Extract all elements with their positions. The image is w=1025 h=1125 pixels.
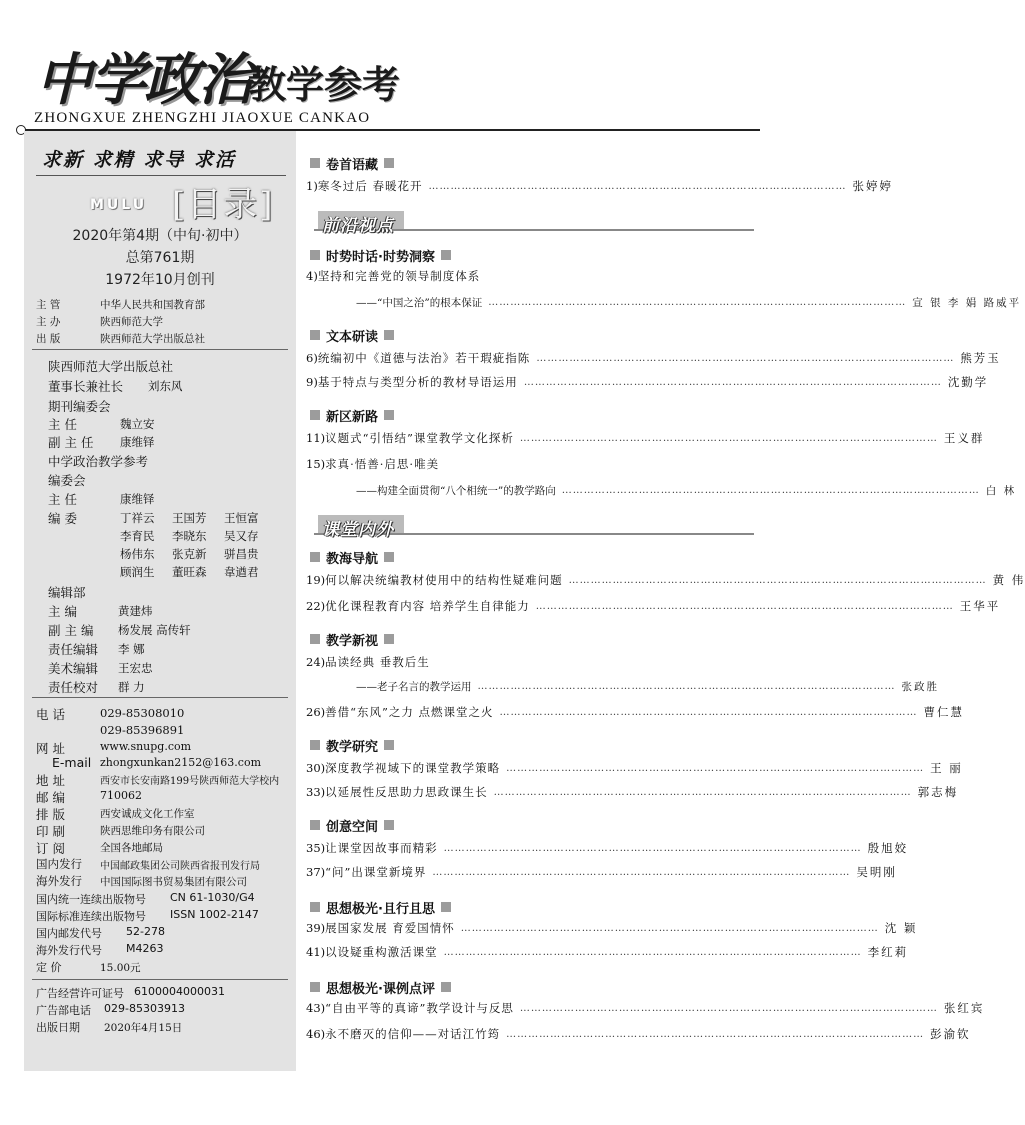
- article-title: 坚持和完善党的领导制度体系: [317, 269, 481, 283]
- toc-entry[interactable]: [306, 943, 909, 961]
- contact-value: 西安诚成文化工作室: [100, 808, 195, 820]
- article-title: 品读经典 垂教后生: [325, 655, 430, 669]
- divider: [32, 349, 288, 350]
- toc-entry[interactable]: [306, 349, 1001, 367]
- section-header: [310, 979, 451, 995]
- ad-label: 出版日期: [36, 1021, 80, 1034]
- square-icon: [441, 902, 451, 912]
- sponsor-value: 陕西师范大学: [100, 316, 163, 328]
- editorial-label: 副 主 编: [48, 623, 94, 638]
- toc-entry[interactable]: [306, 653, 746, 671]
- square-icon: [310, 250, 320, 260]
- toc-entry[interactable]: [306, 839, 909, 857]
- chairman-value: 刘东风: [148, 379, 183, 393]
- divider: [32, 697, 288, 698]
- page-number: 1): [306, 179, 318, 193]
- article-title: 基于特点与类型分析的教材导语运用: [317, 375, 518, 389]
- toc-entry[interactable]: [306, 1025, 971, 1043]
- article-author: 张婷婷: [852, 179, 893, 193]
- sponsor-label: 主 管: [36, 299, 61, 311]
- page-number: 30): [306, 761, 326, 775]
- code-value: M4263: [126, 942, 164, 955]
- article-title: 善借“东风”之力 点燃课堂之火: [325, 705, 494, 719]
- square-icon: [384, 634, 394, 644]
- contact-label: 海外发行: [36, 874, 82, 888]
- article-title: 优化课程教育内容 培养学生自律能力: [325, 599, 530, 613]
- leader-dots: ……………………………………………………………………………………………………: [499, 706, 918, 718]
- article-title: 让课堂因故事而精彩: [325, 841, 438, 855]
- code-value: ISSN 1002-2147: [170, 908, 259, 921]
- article-author: 王 丽: [930, 761, 963, 775]
- article-author: 吴明刚: [856, 865, 897, 879]
- mulu-cn: [目录]: [172, 185, 275, 225]
- founded-date: 1972年10月创刊: [105, 272, 215, 288]
- toc-entry[interactable]: [306, 999, 985, 1017]
- board-member: 骈昌贵: [224, 547, 259, 561]
- section-header: [310, 549, 394, 565]
- square-icon: [441, 982, 451, 992]
- square-icon: [310, 902, 320, 912]
- article-title: 展国家发展 育爱国情怀: [325, 921, 455, 935]
- editorial-title: 编辑部: [48, 585, 86, 600]
- committee-label: 主 任: [48, 417, 77, 432]
- code-label: 国内邮发代号: [36, 927, 102, 940]
- code-label: 海外发行代号: [36, 944, 102, 957]
- sponsor-value: 陕西师范大学出版总社: [100, 333, 205, 345]
- article-author: 王华平: [959, 599, 1001, 613]
- toc-entry[interactable]: [306, 177, 893, 195]
- toc-entry[interactable]: [306, 759, 963, 777]
- section-title: 卷首语藏: [326, 157, 379, 173]
- divider: [32, 979, 288, 980]
- toc-entry[interactable]: [306, 597, 1001, 615]
- toc-subtitle[interactable]: [356, 293, 1022, 311]
- section-title: 思想极光·课例点评: [326, 981, 435, 997]
- article-subtitle: ——“中国之治”的根本保证: [356, 296, 483, 309]
- section-title: 教学新视: [326, 633, 379, 649]
- leader-dots: ……………………………………………………………………………………………………: [443, 842, 862, 854]
- square-icon: [310, 820, 320, 830]
- square-icon: [310, 330, 320, 340]
- board-member: 李晓东: [172, 529, 207, 543]
- contact-value: 全国各地邮局: [100, 842, 163, 854]
- section-title: 新区新路: [326, 409, 379, 425]
- banner-title: 前沿视点: [322, 216, 394, 236]
- toc-entry[interactable]: [306, 429, 985, 447]
- editorial-value: 黄建炜: [118, 604, 153, 618]
- section-title: 创意空间: [326, 819, 379, 835]
- article-title: 何以解决统编教材使用中的结构性疑难问题: [325, 573, 563, 587]
- board-member: 丁祥云: [120, 511, 155, 525]
- square-icon: [310, 740, 320, 750]
- leader-dots: ……………………………………………………………………………………………………: [506, 762, 925, 774]
- article-title: “问”出课堂新境界: [325, 865, 427, 879]
- toc-entry[interactable]: [306, 703, 965, 721]
- article-title: “自由平等的真谛”教学设计与反思: [325, 1001, 514, 1015]
- article-subtitle: ——构建全面贯彻“八个相统一”的教学路向: [356, 484, 556, 497]
- article-title: 以设疑重构激活课堂: [325, 945, 438, 959]
- leader-dots: ……………………………………………………………………………………………………: [523, 376, 942, 388]
- page-number: 4): [306, 269, 318, 283]
- contact-value: 陕西思维印务有限公司: [100, 825, 205, 837]
- square-icon: [310, 410, 320, 420]
- contact-value: 710062: [100, 789, 142, 802]
- page-number: 26): [306, 705, 326, 719]
- page-number: 46): [306, 1027, 326, 1041]
- article-title: 议题式“引悟结”课堂教学文化探析: [325, 431, 514, 445]
- chairman-label: 董事长兼社长: [48, 379, 124, 394]
- issue-number: 2020年第4期（中旬·初中）: [72, 228, 248, 244]
- leader-dots: ……………………………………………………………………………………………………: [493, 786, 912, 798]
- square-icon: [384, 740, 394, 750]
- toc-entry[interactable]: [306, 783, 959, 801]
- leader-dots: ……………………………………………………………………………………………………: [432, 866, 851, 878]
- slogan: 求新 求精 求导 求活: [42, 149, 236, 171]
- article-author: 张政胜: [901, 680, 939, 693]
- page-number: 39): [306, 921, 326, 935]
- contact-value: zhongxunkan2152@163.com: [100, 756, 262, 769]
- section-header: [310, 407, 394, 423]
- leader-dots: ……………………………………………………………………………………………………: [488, 296, 907, 308]
- contact-value: 西安市长安南路199号陕西师范大学校内: [100, 776, 280, 787]
- section-header: [310, 817, 394, 833]
- page-number: 15): [306, 457, 326, 471]
- toc-entry[interactable]: [306, 571, 1025, 589]
- contact-label: E-mail: [52, 755, 92, 770]
- logo-title-en: ZHONGXUE ZHENGZHI JIAOXUE CANKAO: [34, 110, 371, 126]
- leader-dots: ……………………………………………………………………………………………………: [568, 574, 987, 586]
- section-title: 思想极光·且行且思: [326, 901, 435, 917]
- masthead: [22, 18, 762, 130]
- page-number: 9): [306, 375, 318, 389]
- toc-entry[interactable]: [306, 455, 746, 473]
- board-member: 王国芳: [172, 511, 207, 525]
- section-header: [310, 327, 394, 343]
- committee-label: 副 主 任: [48, 435, 94, 450]
- contact-label: 印 刷: [36, 824, 65, 839]
- square-icon: [384, 820, 394, 830]
- publisher: 陕西师范大学出版总社: [48, 359, 174, 374]
- editorial-value: 群 力: [118, 680, 145, 694]
- article-title: 深度教学视域下的课堂教学策略: [325, 761, 501, 775]
- board-members-label: 编 委: [48, 511, 77, 526]
- board-member: 顾润生: [120, 565, 155, 579]
- ad-value: 6100004000031: [134, 985, 225, 998]
- toc-entry[interactable]: [306, 863, 897, 881]
- contact-label: 国内发行: [36, 857, 82, 871]
- leader-dots: ……………………………………………………………………………………………………: [561, 484, 980, 496]
- editorial-label: 美术编辑: [48, 661, 99, 676]
- board-member: 董旺森: [172, 565, 207, 579]
- journal-name: 中学政治教学参考: [48, 454, 149, 469]
- square-icon: [384, 410, 394, 420]
- article-title: 统编初中《道德与法治》若干瑕疵指陈: [317, 351, 531, 365]
- leader-dots: ……………………………………………………………………………………………………: [506, 1028, 925, 1040]
- section-header: [310, 899, 451, 915]
- square-icon: [310, 158, 320, 168]
- article-title: 以延展性反思助力思政课生长: [325, 785, 488, 799]
- board-member: 王恒富: [224, 511, 259, 525]
- page-number: 19): [306, 573, 326, 587]
- contact-value: www.snupg.com: [100, 740, 192, 753]
- article-author: 沈 颖: [884, 921, 918, 935]
- article-title: 求真·悟善·启思·唯美: [325, 457, 440, 471]
- leader-dots: ……………………………………………………………………………………………………: [535, 600, 954, 612]
- leader-dots: ……………………………………………………………………………………………………: [460, 922, 879, 934]
- square-icon: [441, 250, 451, 260]
- toc-subtitle[interactable]: [356, 677, 939, 695]
- article-author: 宣 银 李 娟 路威平: [912, 296, 1022, 309]
- ad-value: 2020年4月15日: [104, 1022, 183, 1034]
- contact-label: 地 址: [36, 773, 65, 788]
- logo-title-cn: 中学政治: [36, 47, 252, 113]
- square-icon: [384, 158, 394, 168]
- contact-value: 029-85308010: [100, 706, 185, 720]
- committee-value: 魏立安: [120, 417, 155, 431]
- article-title: 永不磨灭的信仰——对话江竹筠: [325, 1027, 501, 1041]
- editorial-label: 责任校对: [48, 680, 99, 695]
- code-label: 定 价: [36, 961, 62, 974]
- editorial-label: 主 编: [48, 604, 77, 619]
- leader-dots: ……………………………………………………………………………………………………: [428, 180, 847, 192]
- toc-subtitle[interactable]: [356, 481, 1017, 499]
- square-icon: [384, 552, 394, 562]
- article-author: 王义群: [943, 431, 985, 445]
- page-number: 41): [306, 945, 326, 959]
- page-number: 43): [306, 1001, 326, 1015]
- editorial-label: 责任编辑: [48, 642, 99, 657]
- committee-value: 康维铎: [120, 435, 155, 449]
- leader-dots: ……………………………………………………………………………………………………: [519, 432, 938, 444]
- table-of-contents: [296, 131, 1025, 1071]
- square-icon: [310, 552, 320, 562]
- board-member: 杨伟东: [120, 547, 155, 561]
- code-value: 15.00元: [100, 962, 141, 974]
- contact-value: 中国邮政集团公司陕西省报刊发行局: [100, 861, 260, 872]
- page-number: 11): [306, 431, 326, 445]
- square-icon: [310, 634, 320, 644]
- section-title: 教海导航: [326, 551, 379, 567]
- column-banner: [314, 515, 754, 540]
- divider: [36, 175, 286, 176]
- sponsor-value: 中华人民共和国教育部: [100, 299, 205, 311]
- column-banner: [314, 211, 754, 236]
- square-icon: [384, 330, 394, 340]
- leader-dots: ……………………………………………………………………………………………………: [536, 352, 955, 364]
- article-title: 寒冬过后 春暖花开: [317, 179, 423, 193]
- total-issue: 总第761期: [125, 250, 195, 266]
- article-author: 白 林: [985, 484, 1017, 497]
- page-number: 6): [306, 351, 318, 365]
- article-author: 沈勤学: [947, 375, 989, 389]
- contact-value: 中国国际图书贸易集团有限公司: [100, 876, 247, 888]
- code-label: 国内统一连续出版物号: [36, 893, 146, 906]
- sidebar-info: [24, 131, 296, 1071]
- board-head-value: 康维铎: [120, 492, 155, 506]
- square-icon: [310, 982, 320, 992]
- article-subtitle: ——老子名言的教学运用: [356, 680, 472, 693]
- editorial-value: 王宏忠: [118, 661, 153, 675]
- section-header: [310, 247, 451, 263]
- article-author: 彭渝钦: [930, 1027, 971, 1041]
- board-member: 吴又存: [224, 529, 259, 543]
- ad-label: 广告部电话: [36, 1004, 91, 1017]
- board-member: 李育民: [120, 529, 155, 543]
- article-author: 曹仁慧: [923, 705, 965, 719]
- board-member: 张克新: [172, 547, 207, 561]
- contact-label: 订 阅: [36, 841, 65, 856]
- code-value: 52-278: [126, 925, 165, 938]
- sponsor-label: 主 办: [36, 316, 61, 328]
- contact-label: 电 话: [36, 707, 65, 722]
- article-author: 殷旭姣: [867, 841, 909, 855]
- section-header: [310, 631, 394, 647]
- board-title: 编委会: [48, 473, 86, 488]
- page-number: 22): [306, 599, 326, 613]
- committee-title: 期刊编委会: [48, 399, 111, 414]
- page-number: 35): [306, 841, 326, 855]
- leader-dots: ……………………………………………………………………………………………………: [519, 1002, 938, 1014]
- section-header: [310, 155, 394, 171]
- page-number: 24): [306, 655, 326, 669]
- section-title: 教学研究: [326, 739, 379, 755]
- article-author: 张红宾: [943, 1001, 985, 1015]
- banner-title: 课堂内外: [322, 520, 394, 540]
- toc-entry[interactable]: [306, 919, 918, 937]
- page-number: 37): [306, 865, 326, 879]
- ad-label: 广告经营许可证号: [36, 987, 124, 1000]
- article-author: 熊芳玉: [960, 351, 1001, 365]
- contact-label: 网 址: [36, 741, 65, 756]
- editorial-value: 杨发展 高传轩: [118, 623, 191, 637]
- mulu-en: MULU: [90, 197, 148, 213]
- section-title: 时势时话·时势洞察: [326, 249, 435, 265]
- contact-label: 邮 编: [36, 790, 65, 805]
- sponsor-label: 出 版: [36, 333, 61, 345]
- toc-entry[interactable]: [306, 373, 989, 391]
- section-title: 文本研读: [326, 329, 379, 345]
- article-author: 黄 伟: [992, 573, 1025, 587]
- board-head-label: 主 任: [48, 492, 77, 507]
- code-value: CN 61-1030/G4: [170, 891, 255, 904]
- contact-label: 排 版: [36, 807, 65, 822]
- leader-dots: ……………………………………………………………………………………………………: [477, 680, 896, 692]
- toc-entry[interactable]: [306, 267, 746, 285]
- editorial-value: 李 娜: [118, 642, 145, 656]
- code-label: 国际标准连续出版物号: [36, 910, 146, 923]
- section-header: [310, 737, 394, 753]
- logo-subtitle-cn: 教学参考: [248, 63, 401, 107]
- article-author: 李红莉: [867, 945, 909, 959]
- leader-dots: ……………………………………………………………………………………………………: [443, 946, 862, 958]
- ad-value: 029-85303913: [104, 1002, 185, 1015]
- article-author: 郭志梅: [917, 785, 959, 799]
- contact-value: 029-85396891: [100, 723, 185, 737]
- board-member: 韋遒君: [224, 565, 259, 579]
- page-number: 33): [306, 785, 326, 799]
